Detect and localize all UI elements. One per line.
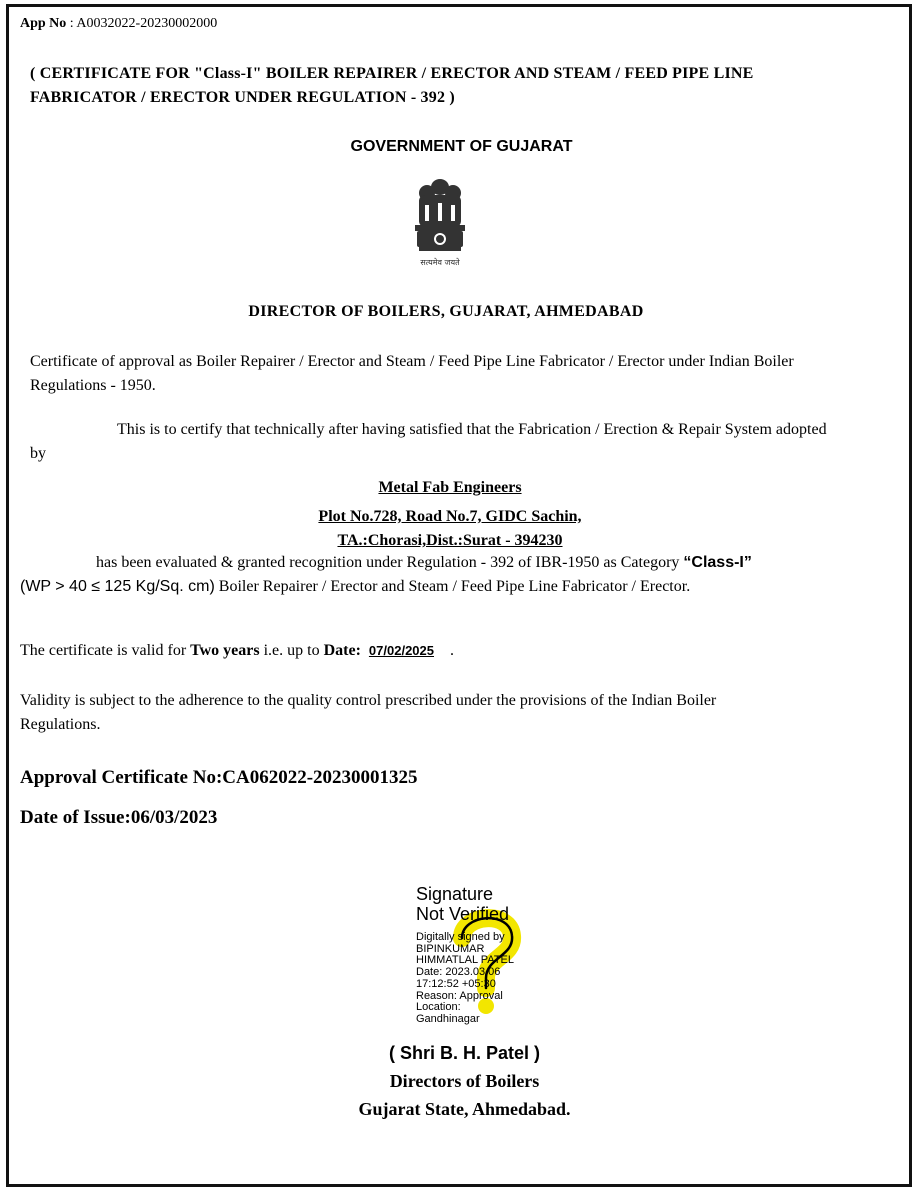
emblem-motto: सत्यमेव जयते xyxy=(420,258,460,267)
validity-period: Two years xyxy=(190,642,260,659)
certificate-heading: ( CERTIFICATE FOR "Class-I" BOILER REPAIRER / ERECTOR AND STEAM / FEED PIPE LINE FABRICATOR / ERECTOR UNDER REGULATION - 392 ) xyxy=(30,65,754,106)
signatory-name: ( Shri B. H. Patel ) xyxy=(388,1043,541,1063)
approval-text: Certificate of approval as Boiler Repairer / Erector and Steam / Feed Pipe Line Fabricator / Erector under Indian Boiler Regulations - 1950. xyxy=(30,353,794,394)
firm-name: Metal Fab Engineers xyxy=(378,479,522,496)
validity-line: The certificate is valid for Two years i.e. up to Date: 07/02/2025 . xyxy=(20,642,454,659)
signature-detail: Location: xyxy=(416,1001,461,1014)
app-number: App No : A0032022-20230002000 xyxy=(20,16,218,31)
valid-until-date: 07/02/2025 xyxy=(368,643,434,658)
government-title: GOVERNMENT OF GUJARAT xyxy=(350,138,573,155)
signature-detail: Reason: Approval xyxy=(416,989,503,1002)
digital-signature-block[interactable] xyxy=(416,884,546,1034)
signatory-designation: Directors of Boilers xyxy=(389,1071,540,1091)
signature-status-line1: Signature xyxy=(416,884,494,904)
app-number-label: App No xyxy=(20,16,67,31)
signature-detail: 17:12:52 +05:30 xyxy=(416,977,496,990)
app-number-value: A0032022-20230002000 xyxy=(76,16,218,31)
firm-address-line1: Plot No.728, Road No.7, GIDC Sachin, xyxy=(318,508,582,525)
signature-detail: BIPINKUMAR xyxy=(416,942,485,955)
signatory-office: Gujarat State, Ahmedabad. xyxy=(358,1099,571,1119)
approval-certificate-number: Approval Certificate No:CA062022-20230001325 xyxy=(20,767,418,788)
signature-detail: Gandhinagar xyxy=(416,1012,480,1025)
signature-status-line2: Not Verified xyxy=(416,904,510,924)
evaluation-line1: has been evaluated & granted recognition under Regulation - 392 of IBR-1950 as Category “Class-I” xyxy=(96,554,752,571)
pressure-range: (WP > 40 ≤ 125 Kg/Sq. cm) xyxy=(20,578,215,595)
director-title: DIRECTOR OF BOILERS, GUJARAT, AHMEDABAD xyxy=(248,303,644,320)
validity-note: Validity is subject to the adherence to the quality control prescribed under the provisions of the Indian Boiler Regulations. xyxy=(20,692,717,733)
evaluation-line2: (WP > 40 ≤ 125 Kg/Sq. cm) Boiler Repairer / Erector and Steam / Feed Pipe Line Fabricator / Erector. xyxy=(20,578,691,595)
signature-detail: HIMMATLAL PATEL xyxy=(416,954,515,967)
firm-address-line2: TA.:Chorasi,Dist.:Surat - 394230 xyxy=(337,532,563,549)
certify-text: This is to certify that technically after having satisfied that the Fabrication / Erection & Repair System adopted by xyxy=(30,421,827,462)
state-emblem-icon xyxy=(405,175,475,270)
date-of-issue: Date of Issue:06/03/2023 xyxy=(20,807,218,828)
signature-detail: Digitally signed by xyxy=(416,931,505,943)
category-value: “Class-I” xyxy=(683,554,752,571)
signature-detail: Date: 2023.03.06 xyxy=(416,966,501,979)
